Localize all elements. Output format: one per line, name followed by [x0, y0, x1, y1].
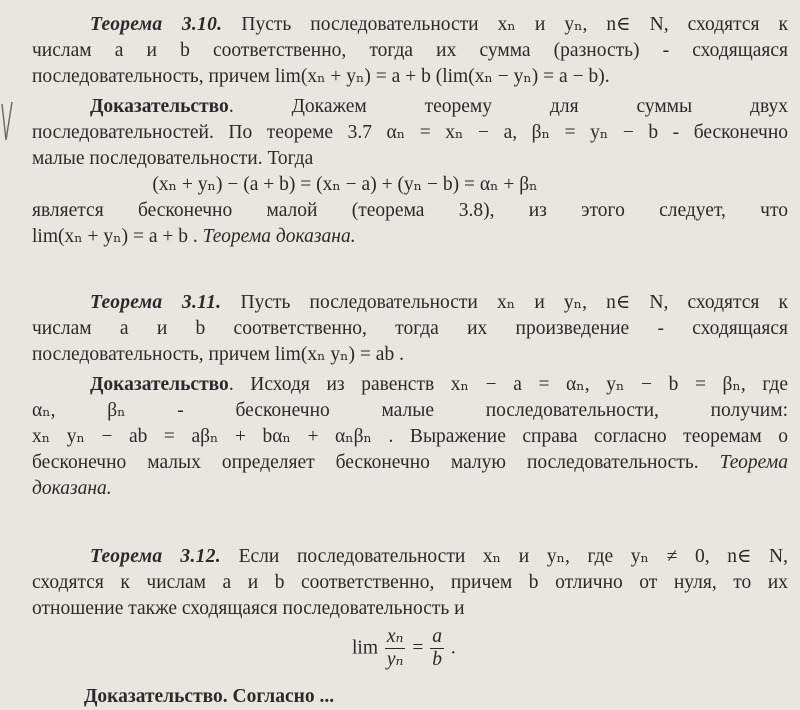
theorem-3-12-line-3: отношение также сходящаяся последовательность и — [32, 598, 465, 619]
theorem-3-10-line-1: Теорема 3.10. Пусть последовательности xₙ и yₙ, n∈ N, сходятся к — [90, 14, 788, 35]
theorem-3-12-title: Теорема 3.12. — [90, 546, 221, 567]
pencil-checkmark — [0, 100, 14, 144]
proof-3-10 — [32, 94, 788, 250]
proof-label: Доказательство — [90, 374, 229, 395]
limit-ratio-formula: lim $\frac{\text{xₙ}}{\text{yₙ}}$ = $\frac{a}{b}$ . — [352, 626, 456, 670]
proof-3-10-line-1: Доказательство. Докажем теорему для суммы двух — [90, 96, 788, 117]
theorem-3-10-title: Теорема 3.10. — [90, 14, 223, 35]
theorem-3-11-line-1: Теорема 3.11. Пусть последовательности xₙ и yₙ, n∈ N, сходятся к — [90, 292, 788, 313]
proof-3-10-line-2: последовательностей. По теореме 3.7 αₙ = xₙ − a, βₙ = yₙ − b - бесконечно — [32, 122, 788, 143]
proof-3-11-line-2: αₙ, βₙ - бесконечно малые последовательности, получим: — [32, 400, 788, 421]
proof-3-10-line-4: является бесконечно малой (теорема 3.8), из этого следует, что — [32, 200, 788, 221]
theorem-3-10-line-2: числам a и b соответственно, тогда их сумма (разность) - сходящаяся — [32, 40, 788, 61]
theorem-3-12 — [32, 544, 788, 622]
proof-3-11 — [32, 372, 788, 502]
proof-3-11-line-3: xₙ yₙ − ab = aβₙ + bαₙ + αₙβₙ . Выражение справа согласно теоремам о — [32, 426, 788, 447]
theorem-3-11-line-2: числам a и b соответственно, тогда их произведение - сходящаяся — [32, 318, 788, 339]
proof-3-11-line-5: доказана. — [32, 478, 112, 499]
proof-3-10-formula: (xₙ + yₙ) − (a + b) = (xₙ − a) + (yₙ − b) = αₙ + βₙ — [152, 174, 538, 195]
proof-3-10-line-3: малые последовательности. Тогда — [32, 148, 314, 169]
proof-label: Доказательство — [90, 96, 229, 117]
proof-3-10-line-5: lim(xₙ + yₙ) = a + b . Теорема доказана. — [32, 226, 356, 247]
cut-off-next-line: Доказательство. Согласно ... — [84, 686, 335, 707]
theorem-3-10 — [32, 12, 788, 90]
theorem-3-11 — [32, 290, 788, 368]
proof-3-11-line-4: бесконечно малых определяет бесконечно малую последовательность. Теорема — [32, 452, 788, 473]
proof-3-11-line-1: Доказательство. Исходя из равенств xₙ − a = αₙ, yₙ − b = βₙ, где — [90, 374, 788, 395]
theorem-3-11-line-3: последовательность, причем lim(xₙ yₙ) = ab . — [32, 344, 404, 365]
theorem-3-10-line-3: последовательность, причем lim(xₙ + yₙ) = a + b (lim(xₙ − yₙ) = a − b). — [32, 66, 610, 87]
fraction-x-over-y: $\frac{\text{xₙ}}{\text{yₙ}}$ — [386, 626, 404, 670]
theorem-3-11-title: Теорема 3.11. — [90, 292, 222, 313]
fraction-a-over-b: $\frac{a}{b}$ — [432, 626, 442, 670]
theorem-3-12-line-1: Теорема 3.12. Если последовательности xₙ и yₙ, где yₙ ≠ 0, n∈ N, — [90, 546, 788, 567]
theorem-3-12-line-2: сходятся к числам a и b соответственно, причем b отлично от нуля, то их — [32, 572, 788, 593]
